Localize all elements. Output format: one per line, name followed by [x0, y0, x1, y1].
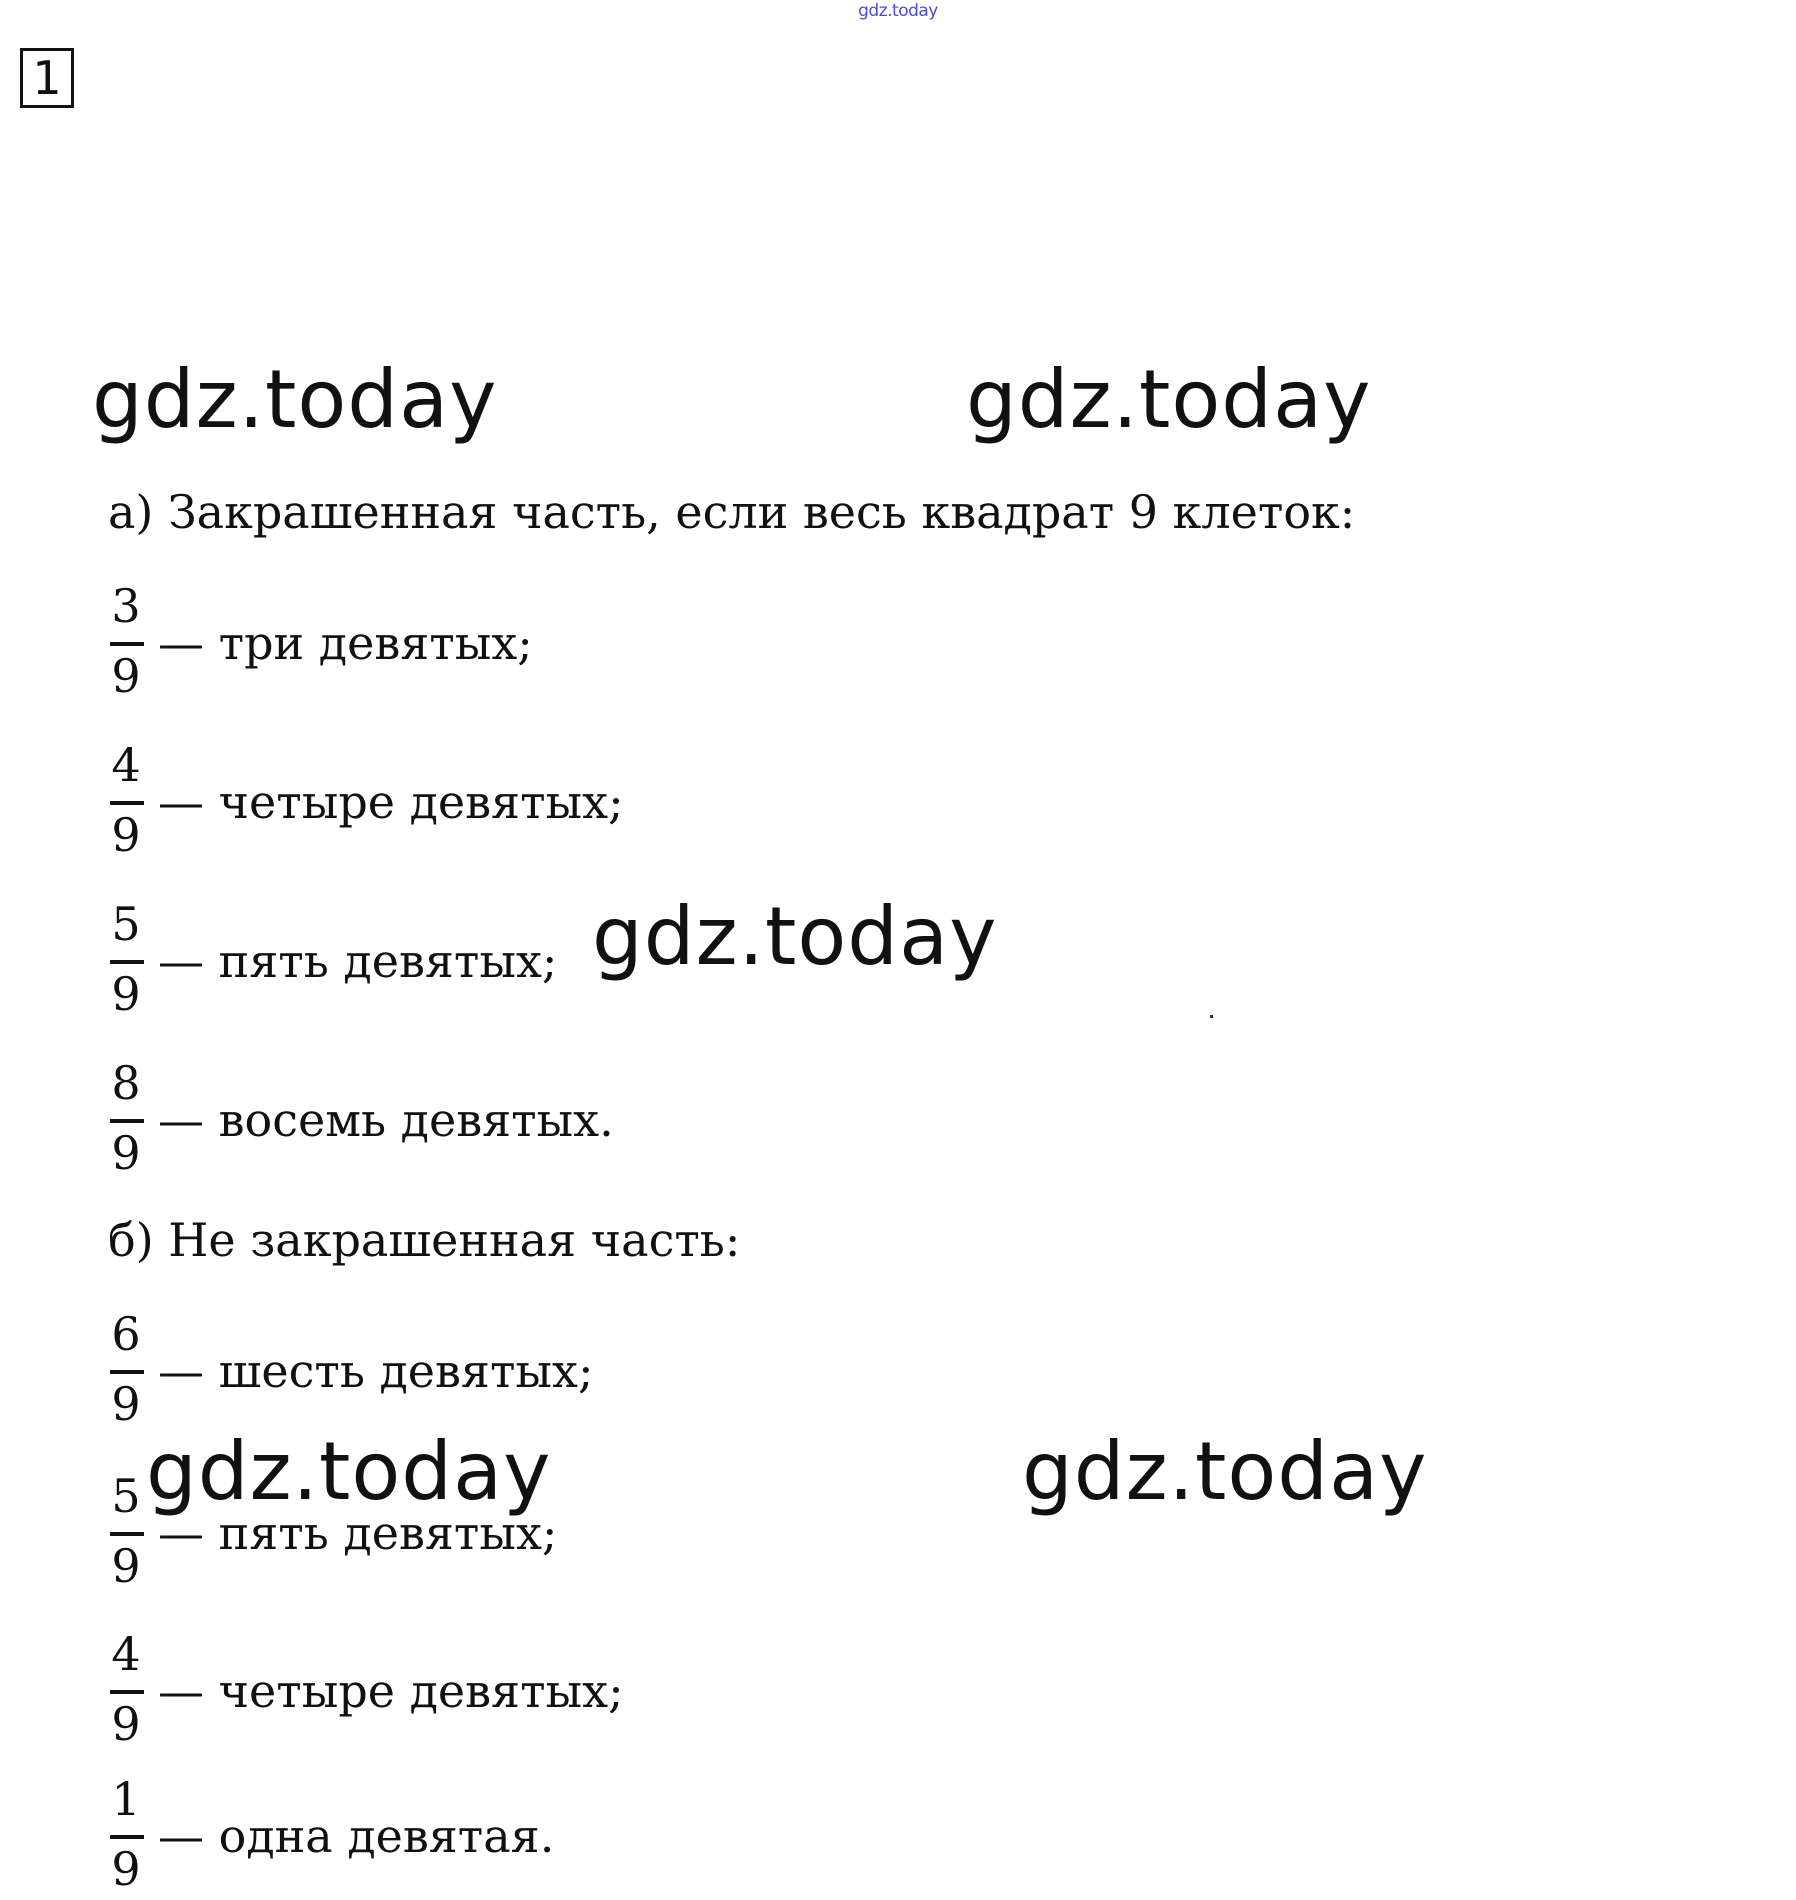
- fraction-bar: [110, 1370, 144, 1374]
- fraction: [108, 1768, 144, 1898]
- denominator: 9: [111, 649, 141, 703]
- fraction-bar: [110, 960, 144, 964]
- fraction-text: — пять девятых;: [158, 1506, 558, 1560]
- fraction-text: — четыре девятых;: [158, 1664, 624, 1718]
- fraction-text: — одна девятая.: [158, 1809, 555, 1863]
- fraction: [108, 734, 144, 864]
- watermark: gdz.today: [1022, 1425, 1428, 1518]
- denominator: 9: [111, 967, 141, 1021]
- numerator: 5: [111, 1469, 141, 1523]
- task-number-box: 1: [20, 48, 74, 108]
- part-b-heading: б) Не закрашенная часть:: [108, 1213, 741, 1267]
- fraction-text: — шесть девятых;: [158, 1344, 594, 1398]
- top-watermark: gdz.today: [858, 1, 938, 21]
- numerator: 4: [111, 1627, 141, 1681]
- fraction-bar: [110, 1690, 144, 1694]
- fraction-bar: [110, 1532, 144, 1536]
- watermark: gdz.today: [966, 353, 1372, 446]
- fraction-text: — четыре девятых;: [158, 775, 624, 829]
- fraction-bar: [110, 801, 144, 805]
- denominator: 9: [111, 1842, 141, 1896]
- numerator: 8: [111, 1056, 141, 1110]
- fraction-text: — три девятых;: [158, 616, 533, 670]
- fraction: [108, 1623, 144, 1753]
- fraction-text: — восемь девятых.: [158, 1093, 614, 1147]
- numerator: 4: [111, 738, 141, 792]
- denominator: 9: [111, 1126, 141, 1180]
- denominator: 9: [111, 1377, 141, 1431]
- denominator: 9: [111, 808, 141, 862]
- fraction: [108, 1465, 144, 1595]
- numerator: 6: [111, 1307, 141, 1361]
- fraction: [108, 1303, 144, 1433]
- stray-dot: [1210, 1015, 1213, 1018]
- denominator: 9: [111, 1697, 141, 1751]
- numerator: 5: [111, 897, 141, 951]
- fraction-text: — пять девятых;: [158, 934, 558, 988]
- watermark: gdz.today: [146, 1425, 552, 1518]
- fraction-bar: [110, 1119, 144, 1123]
- watermark: gdz.today: [92, 353, 498, 446]
- watermark: gdz.today: [592, 890, 998, 983]
- fraction-bar: [110, 642, 144, 646]
- fraction-bar: [110, 1835, 144, 1839]
- numerator: 1: [111, 1772, 141, 1826]
- denominator: 9: [111, 1539, 141, 1593]
- fraction: [108, 1052, 144, 1182]
- numerator: 3: [111, 579, 141, 633]
- fraction: [108, 893, 144, 1023]
- fraction: [108, 575, 144, 705]
- part-a-heading: а) Закрашенная часть, если весь квадрат 9 клеток:: [108, 485, 1356, 539]
